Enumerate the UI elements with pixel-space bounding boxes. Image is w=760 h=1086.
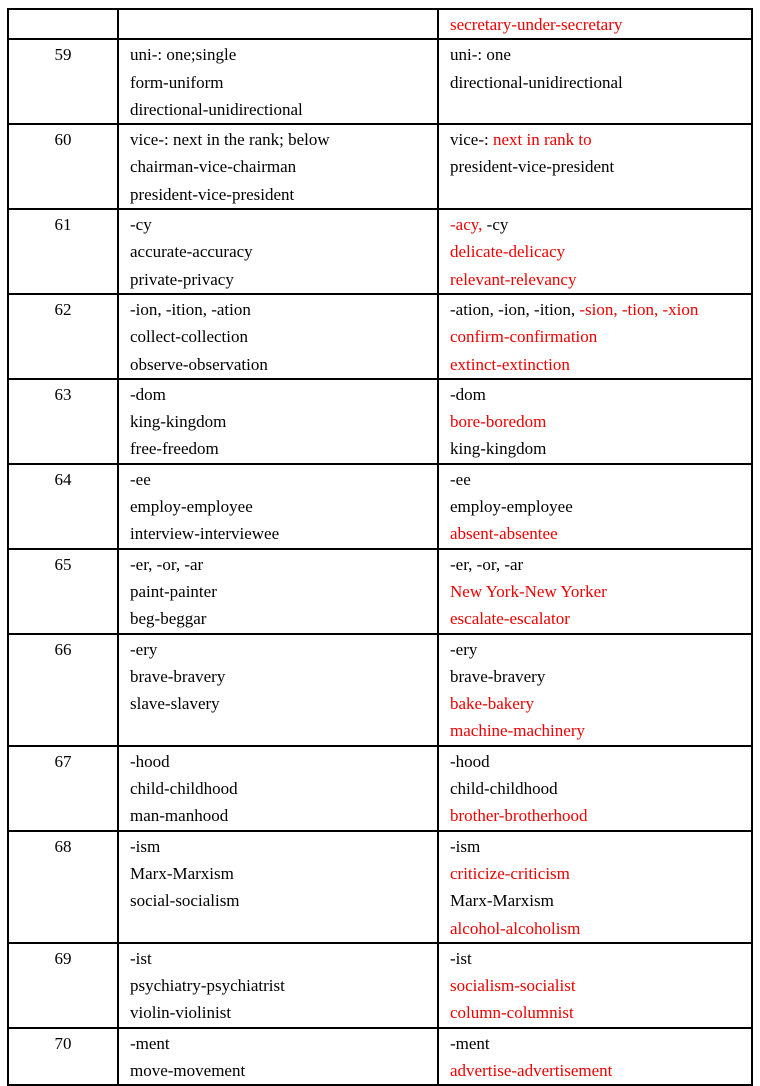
text-line — [130, 690, 429, 717]
text-line — [450, 351, 743, 378]
definition-cell — [118, 124, 438, 209]
text-line — [130, 323, 429, 350]
text-line — [450, 860, 743, 887]
highlighted-text: confirm-confirmation — [450, 327, 598, 347]
table-row — [8, 39, 752, 124]
plain-text: president-vice-president — [130, 184, 295, 204]
plain-text: vice-: — [450, 130, 489, 150]
highlighted-text: bore-boredom — [450, 412, 547, 432]
text-line — [450, 520, 743, 547]
plain-text: king-kingdom — [130, 412, 227, 432]
table-row — [8, 124, 752, 209]
row-number: 67 — [8, 746, 118, 831]
text-line — [450, 266, 743, 293]
plain-text: -ist — [450, 948, 472, 968]
table-row — [8, 549, 752, 634]
text-line — [450, 211, 743, 238]
definition-cell — [118, 379, 438, 464]
text-line — [130, 435, 429, 462]
text-line — [450, 153, 743, 180]
text-line — [450, 126, 743, 153]
text-line — [130, 351, 429, 378]
text-line — [130, 802, 429, 829]
text-line — [130, 605, 429, 632]
answer-cell — [438, 549, 752, 634]
definition-cell — [118, 831, 438, 943]
definition-cell — [118, 1028, 438, 1086]
text-line — [450, 1030, 743, 1057]
text-line — [450, 717, 743, 744]
text-line — [130, 126, 429, 153]
answer-cell — [438, 209, 752, 294]
plain-text: slave-slavery — [130, 694, 220, 714]
text-line — [130, 1030, 429, 1057]
plain-text: psychiatry-psychiatrist — [130, 976, 285, 996]
plain-text: -dom — [130, 384, 166, 404]
row-number: 66 — [8, 634, 118, 746]
word-formation-table — [7, 8, 753, 1086]
text-line — [450, 663, 743, 690]
row-number: 63 — [8, 379, 118, 464]
text-line — [450, 972, 743, 999]
text-line — [450, 323, 743, 350]
highlighted-text: extinct-extinction — [450, 354, 570, 374]
plain-text: -ism — [130, 836, 161, 856]
plain-text: -ion, -ition, -ation — [130, 299, 251, 319]
plain-text: Marx-Marxism — [130, 863, 234, 883]
plain-text: brave-bravery — [130, 666, 226, 686]
definition-cell — [118, 39, 438, 124]
table-row — [8, 831, 752, 943]
row-number: 70 — [8, 1028, 118, 1086]
row-number: 60 — [8, 124, 118, 209]
highlighted-text: socialism-socialist — [450, 976, 576, 996]
text-line — [130, 775, 429, 802]
plain-text: king-kingdom — [450, 439, 547, 459]
text-line — [130, 466, 429, 493]
text-line — [130, 887, 429, 914]
row-number: 64 — [8, 464, 118, 549]
plain-text: vice-: next in the rank; below — [130, 130, 330, 150]
highlighted-text: machine-machinery — [450, 721, 585, 741]
plain-text: -er, -or, -ar — [130, 554, 204, 574]
highlighted-text: column-columnist — [450, 1003, 574, 1023]
plain-text: -ery — [450, 639, 478, 659]
text-line — [450, 1057, 743, 1084]
row-number: 62 — [8, 294, 118, 379]
plain-text: uni-: one;single — [130, 45, 237, 65]
highlighted-text: advertise-advertisement — [450, 1060, 613, 1080]
highlighted-text: alcohol-alcoholism — [450, 918, 581, 938]
highlighted-text: -sion, -tion, -xion — [575, 299, 699, 319]
plain-text: employ-employee — [130, 497, 253, 517]
plain-text: -er, -or, -ar — [450, 554, 524, 574]
plain-text: -hood — [130, 751, 170, 771]
text-line — [450, 775, 743, 802]
table-row — [8, 9, 752, 39]
plain-text: chairman-vice-chairman — [130, 157, 297, 177]
text-line — [130, 972, 429, 999]
plain-text: form-uniform — [130, 72, 224, 92]
definition-cell — [118, 746, 438, 831]
plain-text: violin-violinist — [130, 1003, 232, 1023]
highlighted-text: brother-brotherhood — [450, 806, 588, 826]
plain-text: directional-unidirectional — [450, 72, 623, 92]
text-line — [130, 663, 429, 690]
table-row — [8, 379, 752, 464]
plain-text: president-vice-president — [450, 157, 615, 177]
text-line — [450, 381, 743, 408]
row-number: 61 — [8, 209, 118, 294]
text-line — [450, 435, 743, 462]
highlighted-text: New York-New Yorker — [450, 581, 607, 601]
text-line — [450, 999, 743, 1026]
text-line — [450, 41, 743, 68]
table-row — [8, 294, 752, 379]
text-line — [450, 578, 743, 605]
answer-cell — [438, 9, 752, 39]
plain-text: interview-interviewee — [130, 524, 280, 544]
answer-cell — [438, 294, 752, 379]
plain-text: -hood — [450, 751, 490, 771]
definition-cell — [118, 634, 438, 746]
plain-text: paint-painter — [130, 581, 217, 601]
text-line — [450, 802, 743, 829]
plain-text: child-childhood — [130, 779, 238, 799]
text-line — [450, 238, 743, 265]
plain-text: uni-: one — [450, 45, 511, 65]
text-line — [450, 408, 743, 435]
text-line — [130, 999, 429, 1026]
plain-text: private-privacy — [130, 269, 234, 289]
plain-text: beg-beggar — [130, 609, 207, 629]
answer-cell — [438, 746, 752, 831]
text-line — [130, 266, 429, 293]
plain-text: child-childhood — [450, 779, 558, 799]
plain-text: -ment — [130, 1033, 170, 1053]
text-line — [130, 493, 429, 520]
definition-cell — [118, 464, 438, 549]
text-line — [130, 1057, 429, 1084]
definition-cell — [118, 209, 438, 294]
plain-text: -ee — [130, 469, 151, 489]
highlighted-text: secretary-under-secretary — [450, 15, 623, 34]
definition-cell — [118, 294, 438, 379]
plain-text: accurate-accuracy — [130, 242, 253, 262]
definition-cell — [118, 9, 438, 39]
text-line — [130, 860, 429, 887]
answer-cell — [438, 634, 752, 746]
row-number: 69 — [8, 943, 118, 1028]
text-line — [450, 296, 743, 323]
text-line — [450, 748, 743, 775]
answer-cell — [438, 1028, 752, 1086]
row-number: 68 — [8, 831, 118, 943]
plain-text: -cy — [130, 215, 152, 235]
text-line — [130, 69, 429, 96]
text-line — [450, 493, 743, 520]
answer-cell — [438, 831, 752, 943]
highlighted-text: absent-absentee — [450, 524, 558, 544]
text-line — [130, 96, 429, 123]
table-row — [8, 634, 752, 746]
text-line — [130, 748, 429, 775]
text-line — [450, 915, 743, 942]
plain-text: -ism — [450, 836, 481, 856]
table-body — [8, 9, 752, 1085]
text-line — [450, 69, 743, 96]
table-row — [8, 746, 752, 831]
definition-cell — [118, 549, 438, 634]
plain-text: move-movement — [130, 1060, 246, 1080]
table-row — [8, 1028, 752, 1086]
text-line — [450, 466, 743, 493]
text-line — [130, 181, 429, 208]
plain-text: collect-collection — [130, 327, 248, 347]
text-line — [450, 833, 743, 860]
plain-text: -ation, -ion, -ition, — [450, 299, 576, 319]
answer-cell — [438, 943, 752, 1028]
highlighted-text: next in rank to — [488, 130, 592, 150]
text-line — [130, 381, 429, 408]
table-row — [8, 209, 752, 294]
highlighted-text: -acy, — [450, 215, 483, 235]
answer-cell — [438, 379, 752, 464]
text-line — [130, 578, 429, 605]
row-number — [8, 9, 118, 39]
plain-text: -ee — [450, 469, 471, 489]
plain-text: -ery — [130, 639, 158, 659]
text-line — [130, 211, 429, 238]
plain-text: employ-employee — [450, 497, 573, 517]
table-row — [8, 943, 752, 1028]
text-line — [130, 520, 429, 547]
answer-cell — [438, 464, 752, 549]
plain-text: brave-bravery — [450, 666, 546, 686]
highlighted-text: escalate-escalator — [450, 609, 570, 629]
highlighted-text: criticize-criticism — [450, 863, 570, 883]
text-line — [450, 887, 743, 914]
text-line — [130, 238, 429, 265]
row-number: 65 — [8, 549, 118, 634]
plain-text: directional-unidirectional — [130, 99, 303, 119]
text-line — [130, 551, 429, 578]
plain-text: man-manhood — [130, 806, 229, 826]
text-line — [130, 833, 429, 860]
definition-cell — [118, 943, 438, 1028]
text-line — [450, 945, 743, 972]
text-line — [450, 605, 743, 632]
text-line — [450, 636, 743, 663]
plain-text: -cy — [482, 215, 509, 235]
row-number: 59 — [8, 39, 118, 124]
plain-text: free-freedom — [130, 439, 219, 459]
highlighted-text: bake-bakery — [450, 694, 535, 714]
plain-text: -dom — [450, 384, 486, 404]
plain-text: observe-observation — [130, 354, 268, 374]
highlighted-text: relevant-relevancy — [450, 269, 577, 289]
highlighted-text: delicate-delicacy — [450, 242, 566, 262]
plain-text: -ist — [130, 948, 152, 968]
text-line — [450, 690, 743, 717]
answer-cell — [438, 39, 752, 124]
plain-text: -ment — [450, 1033, 490, 1053]
answer-cell — [438, 124, 752, 209]
text-line — [130, 945, 429, 972]
text-line — [130, 41, 429, 68]
text-line — [130, 296, 429, 323]
plain-text: social-socialism — [130, 891, 240, 911]
text-line — [450, 11, 743, 38]
plain-text: Marx-Marxism — [450, 891, 554, 911]
text-line — [130, 408, 429, 435]
text-line — [130, 153, 429, 180]
text-line — [130, 636, 429, 663]
text-line — [450, 551, 743, 578]
table-row — [8, 464, 752, 549]
